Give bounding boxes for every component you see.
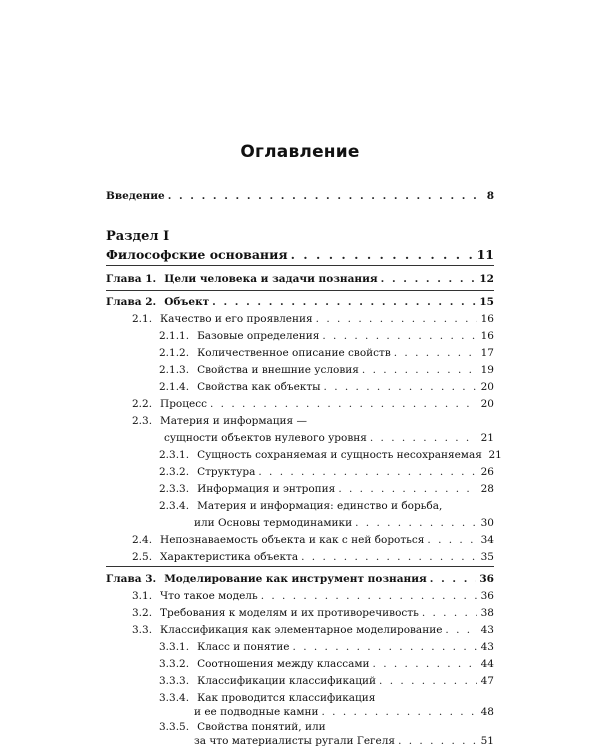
dot-leader (427, 534, 477, 546)
toc-page: 21 (480, 432, 494, 444)
toc-section-3-3[interactable] (132, 624, 494, 636)
toc-number: 3.3. (132, 624, 153, 636)
toc-title: Соотношения между классами (197, 658, 370, 670)
toc-number: 2.4. (132, 534, 153, 546)
dot-leader (301, 551, 477, 563)
toc-section-2-3-4[interactable] (194, 517, 494, 529)
dot-leader (355, 517, 477, 529)
toc-section-2-1[interactable] (132, 313, 494, 325)
toc-title: сущности объектов нулевого уровня (164, 432, 367, 444)
toc-number: 2.3.4. (159, 500, 190, 512)
toc-title: Процесс (160, 398, 207, 410)
dot-leader (381, 273, 477, 285)
toc-section-2-2[interactable] (132, 398, 494, 410)
toc-chapter-1[interactable] (106, 273, 494, 285)
toc-page: 20 (480, 398, 494, 410)
dot-leader (338, 483, 477, 495)
toc-page: 21 (488, 449, 502, 461)
toc-title: Класс и понятие (197, 641, 290, 653)
toc-number: 2.2. (132, 398, 153, 410)
toc-section-3-3-5[interactable] (194, 735, 494, 747)
toc-title: Сущность сохраняемая и сущность несохраняемая (197, 449, 482, 461)
toc-title: Свойства как объекты (197, 381, 321, 393)
toc-page: 35 (480, 551, 494, 563)
toc-title: Философские основания (106, 247, 288, 262)
toc-page: 43 (480, 641, 494, 653)
toc-part-1[interactable] (106, 248, 494, 262)
toc-page: 8 (486, 190, 494, 202)
divider (106, 290, 494, 291)
toc-section-2-1-3[interactable] (159, 364, 494, 376)
toc-number: 2.1.2. (159, 347, 190, 359)
toc-section-2-3-1[interactable] (159, 449, 502, 461)
toc-number: 3.1. (132, 590, 153, 602)
toc-page: 26 (480, 466, 494, 478)
dot-leader (210, 398, 477, 410)
toc-page: 16 (480, 313, 494, 325)
toc-number: 3.3.3. (159, 675, 190, 687)
toc-number: 2.1.4. (159, 381, 190, 393)
dot-leader (430, 573, 477, 585)
dot-leader (321, 706, 477, 718)
toc-section-3-3-2[interactable] (159, 658, 494, 670)
toc-page: 36 (480, 590, 494, 602)
toc-section-3-3-1[interactable] (159, 641, 494, 653)
toc-section-3-1[interactable] (132, 590, 494, 602)
toc-title: Качество и его проявления (160, 313, 313, 325)
toc-number: Глава 2. (106, 296, 157, 308)
toc-page: 30 (480, 517, 494, 529)
toc-section-2-3-line1 (132, 415, 307, 427)
toc-title: Цели человека и задачи познания (164, 273, 378, 285)
toc-section-2-1-2[interactable] (159, 347, 494, 359)
toc-title: Объект (164, 296, 210, 308)
toc-page: 51 (480, 735, 494, 747)
dot-leader (370, 432, 477, 444)
toc-section-2-1-1[interactable] (159, 330, 494, 342)
toc-title: Характеристика объекта (160, 551, 299, 563)
toc-page: 15 (479, 296, 494, 308)
dot-leader (212, 296, 476, 308)
toc-number: 2.3.1. (159, 449, 190, 461)
toc-number: 2.5. (132, 551, 153, 563)
dot-leader (373, 658, 477, 670)
toc-page: 48 (480, 706, 494, 718)
dot-leader (322, 330, 477, 342)
toc-page: 34 (480, 534, 494, 546)
dot-leader (316, 313, 477, 325)
toc-section-3-2[interactable] (132, 607, 494, 619)
toc-title: Что такое модель (160, 590, 258, 602)
dot-leader (445, 624, 477, 636)
toc-title: Информация и энтропия (197, 483, 336, 495)
toc-title: Классификации классификаций (197, 675, 377, 687)
toc-number: 3.3.5. (159, 721, 190, 733)
toc-title: за что материалисты ругали Гегеля (194, 735, 396, 747)
dot-leader (291, 248, 474, 262)
toc-number: 2.1.1. (159, 330, 190, 342)
toc-title: Введение (106, 190, 165, 202)
dot-leader (324, 381, 477, 393)
toc-title: или Основы термодинамики (194, 517, 353, 529)
toc-number: Глава 1. (106, 273, 157, 285)
toc-chapter-2[interactable] (106, 296, 494, 308)
toc-section-3-3-3[interactable] (159, 675, 494, 687)
toc-title: Базовые определения (197, 330, 320, 342)
dot-leader (293, 641, 477, 653)
toc-section-3-3-4[interactable] (194, 706, 494, 718)
toc-number: 2.3. (132, 415, 153, 427)
toc-page: 11 (476, 247, 494, 262)
toc-title: Требования к моделям и их противоречивость (160, 607, 419, 619)
dot-leader (394, 347, 477, 359)
dot-leader (422, 607, 477, 619)
toc-page: 19 (480, 364, 494, 376)
toc-page: 28 (480, 483, 494, 495)
toc-title: Моделирование как инструмент познания (164, 573, 427, 585)
toc-title-line1: Материя и информация: единство и борьба, (197, 500, 443, 512)
dot-leader (261, 590, 477, 602)
page-title: Оглавление (240, 142, 360, 162)
toc-title: Классификация как элементарное моделирование (160, 624, 443, 636)
toc-number: 3.2. (132, 607, 153, 619)
toc-section-2-5[interactable] (132, 551, 494, 563)
toc-section-2-3-4-line1 (159, 500, 442, 512)
toc-number: 2.3.3. (159, 483, 190, 495)
dot-leader (168, 190, 477, 202)
toc-page: 12 (479, 273, 494, 285)
toc-section-2-3-3[interactable] (159, 483, 494, 495)
dot-leader (258, 466, 477, 478)
toc-page: 17 (480, 347, 494, 359)
dot-leader (379, 675, 477, 687)
toc-page: 47 (480, 675, 494, 687)
toc-title: Свойства и внешние условия (197, 364, 359, 376)
toc-section-2-4[interactable] (132, 534, 494, 546)
toc-page: 44 (480, 658, 494, 670)
toc-number: 2.3.2. (159, 466, 190, 478)
toc-title: и ее подводные камни (194, 706, 319, 718)
toc-section-3-3-5-line1 (159, 721, 326, 733)
toc-title: Непознаваемость объекта и как с ней бороться (160, 534, 425, 546)
divider (106, 265, 494, 266)
toc-intro[interactable] (106, 190, 494, 202)
dot-leader (398, 735, 477, 747)
toc-number: 2.1. (132, 313, 153, 325)
toc-number: Глава 3. (106, 573, 157, 585)
toc-section-2-3[interactable] (164, 432, 494, 444)
toc-section-2-3-2[interactable] (159, 466, 494, 478)
dot-leader (362, 364, 477, 376)
toc-section-3-3-4-line1 (159, 692, 375, 704)
part-label: Раздел I (106, 229, 170, 244)
divider (106, 566, 494, 567)
toc-chapter-3[interactable] (106, 573, 494, 585)
toc-page: 38 (480, 607, 494, 619)
toc-page: 43 (480, 624, 494, 636)
toc-page: 16 (480, 330, 494, 342)
toc-number: 3.3.4. (159, 692, 190, 704)
toc-number: 3.3.2. (159, 658, 190, 670)
toc-number: 2.1.3. (159, 364, 190, 376)
toc-section-2-1-4[interactable] (159, 381, 494, 393)
toc-title-line1: Материя и информация — (160, 415, 307, 427)
toc-page: 36 (479, 573, 494, 585)
toc-title-line1: Свойства понятий, или (197, 721, 326, 733)
toc-title-line1: Как проводится классификация (197, 692, 376, 704)
toc-number: 3.3.1. (159, 641, 190, 653)
toc-title: Структура (197, 466, 256, 478)
toc-page: 20 (480, 381, 494, 393)
toc-title: Количественное описание свойств (197, 347, 391, 359)
